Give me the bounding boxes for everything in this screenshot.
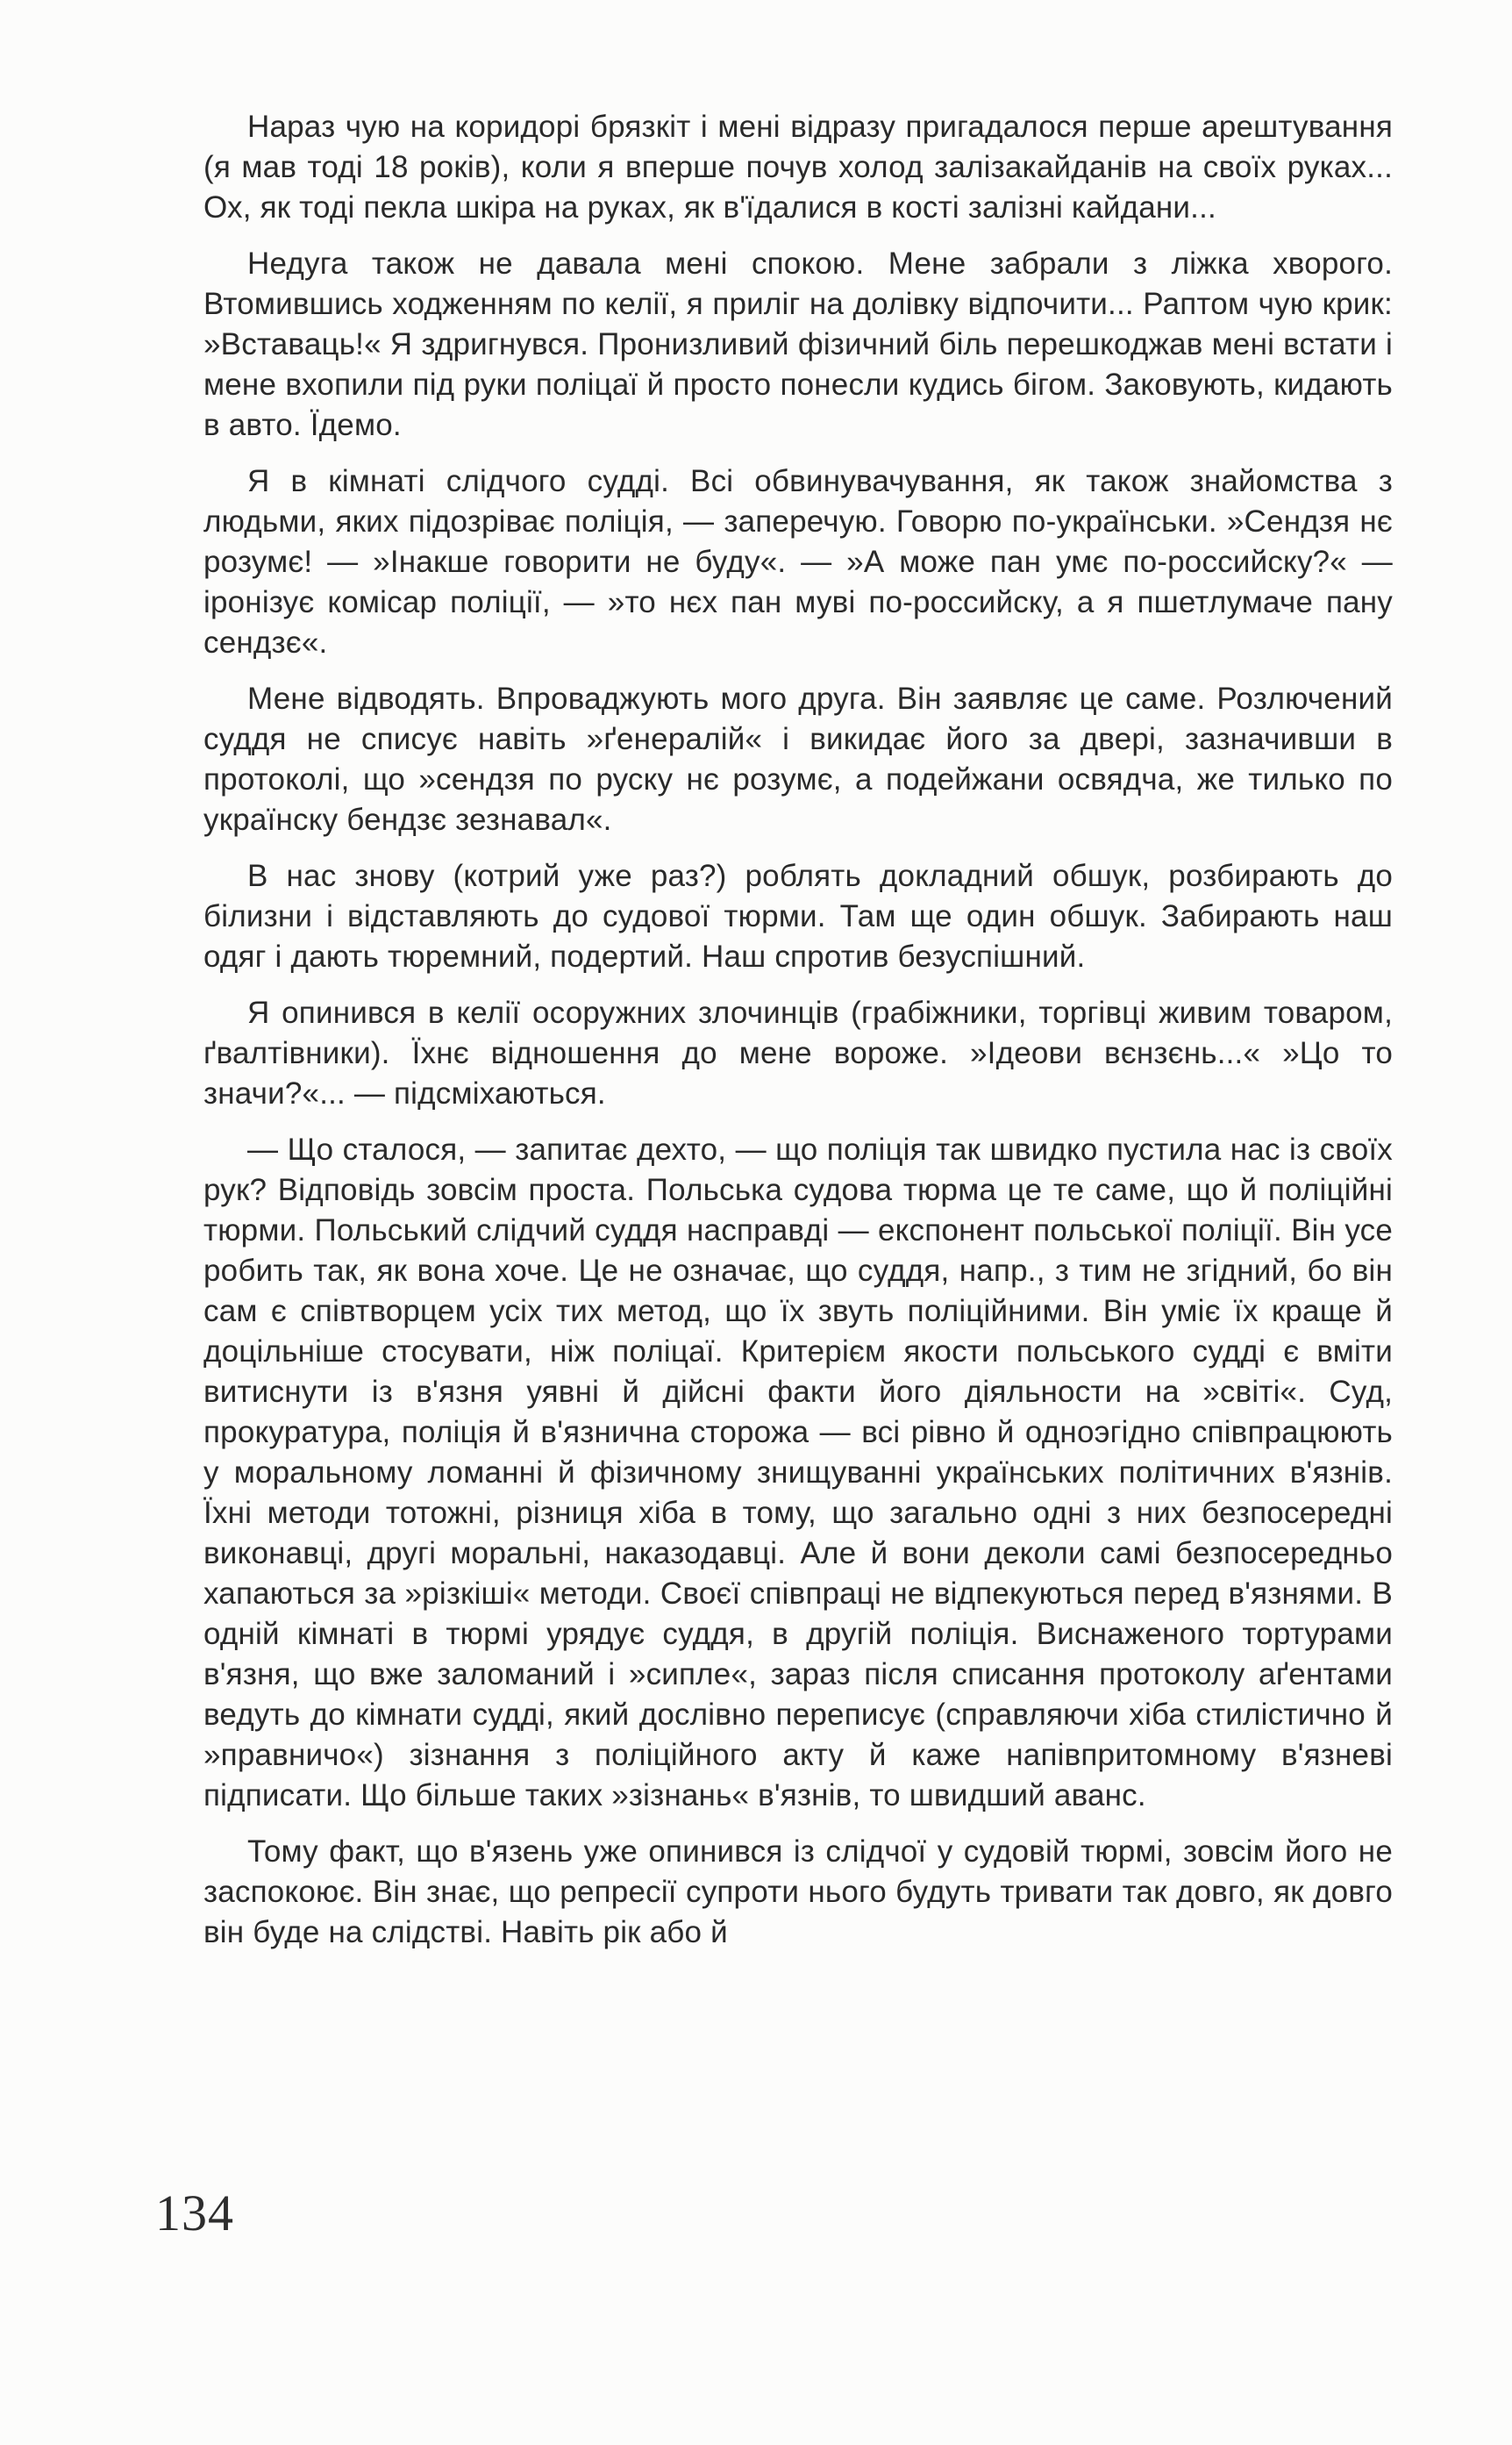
paragraph: Недуга також не давала мені спокою. Мене забрали з ліжка хворого. Втомившись ходженням по келії, я приліг на долівку відпочити... Раптом чую крик: »Вставаць!« Я здригнувся. Пронизливий фізичний біль перешкоджав мені встати і мене вхопили під руки поліцаї й просто понесли кудись бігом. Заковують, кидають в авто. Їдемо. <box>203 247 1393 442</box>
paragraph: Нараз чую на коридорі брязкіт і мені відразу пригадалося перше арештування (я мав тоді 18 років), коли я вперше почув холод залізакайданів на своїх руках... Ох, як тоді пекла шкіра на руках, як в'їдалися в кості залізні кайдани... <box>203 110 1393 225</box>
paragraph: Я опинився в келії осоружних злочинців (грабіжники, торгівці живим товаром, ґвалтівники). Їхнє відношення до мене вороже. »Ідеови вєнзєнь...« »Цо то значи?«... — підсміхаються. <box>203 996 1393 1111</box>
paragraph: В нас знову (котрий уже раз?) роблять докладний обшук, розбирають до білизни і відставляють до судової тюрми. Там ще один обшук. Забирають наш одяг і дають тюремний, подертий. Наш спротив безуспішний. <box>203 859 1393 974</box>
page-number: 134 <box>155 2184 234 2241</box>
body-text <box>203 107 1393 1969</box>
paragraph: — Що сталося, — запитає дехто, — що поліція так швидко пустила нас із своїх рук? Відповідь зовсім проста. Польська судова тюрма це те саме, що й поліційні тюрми. Польський слідчий суддя насправді — експонент польської поліції. Він усе робить так, як вона хоче. Це не означає, що суддя, напр., з тим не згідний, бо він сам є співтворцем усіх тих метод, що їх звуть поліційними. Він уміє їх краще й доцільніше стосувати, ніж поліцаї. Критерієм якости польського судді є вміти витиснути із в'язня уявні й дійсні факти його діяльности на »світі«. Суд, прокуратура, поліція й в'язнична сторожа — всі рівно й одноэгідно співпрацюють у моральному ломанні й фізичному знищуванні українських політичних в'язнів. Їхні методи тотожні, різниця хіба в тому, що загально одні з них безпосередні виконавці, другі моральні, наказодавці. Але й вони деколи самі безпосередньо хапаються за »різкіші« методи. Своєї співпраці не відпекуються перед в'язнями. В одній кімнаті в тюрмі урядує суддя, в другій поліція. Виснаженого тортурами в'язня, що вже заломаний і »сипле«, зараз після списання протоколу аґентами ведуть до кімнати судді, який дослівно переписує (справляючи хіба стилістично й »правничо«) зізнання з поліційного акту й каже напівпритомному в'язневі підписати. Що більше таких »зізнань« в'язнів, то швидший аванс. <box>203 1133 1393 1812</box>
paragraph: Я в кімнаті слідчого судді. Всі обвинувачування, як також знайомства з людьми, яких підозріває поліція, — заперечую. Говорю по-українськи. »Сендзя нє розумє! — »Інакше говорити не буду«. — »А може пан умє по-российску?« — іронізує комісар поліції, — »то нєх пан муві по-российску, а я пшетлумаче пану сендзє«. <box>203 464 1393 660</box>
paragraph: Мене відводять. Впроваджують мого друга. Він заявляє це саме. Розлючений суддя не списує навіть »ґенералій« і викидає його за двері, зазначивши в протоколі, що »сендзя по руску нє розумє, а подейжани освядча, же тилько по українску бендзє зезнавал«. <box>203 682 1393 837</box>
paragraph: Тому факт, що в'язень уже опинився із слідчої у судовій тюрмі, зовсім його не заспокоює. Він знає, що репресії супроти нього будуть тривати так довго, як довго він буде на слідстві. Навіть рік або й <box>203 1834 1393 1949</box>
